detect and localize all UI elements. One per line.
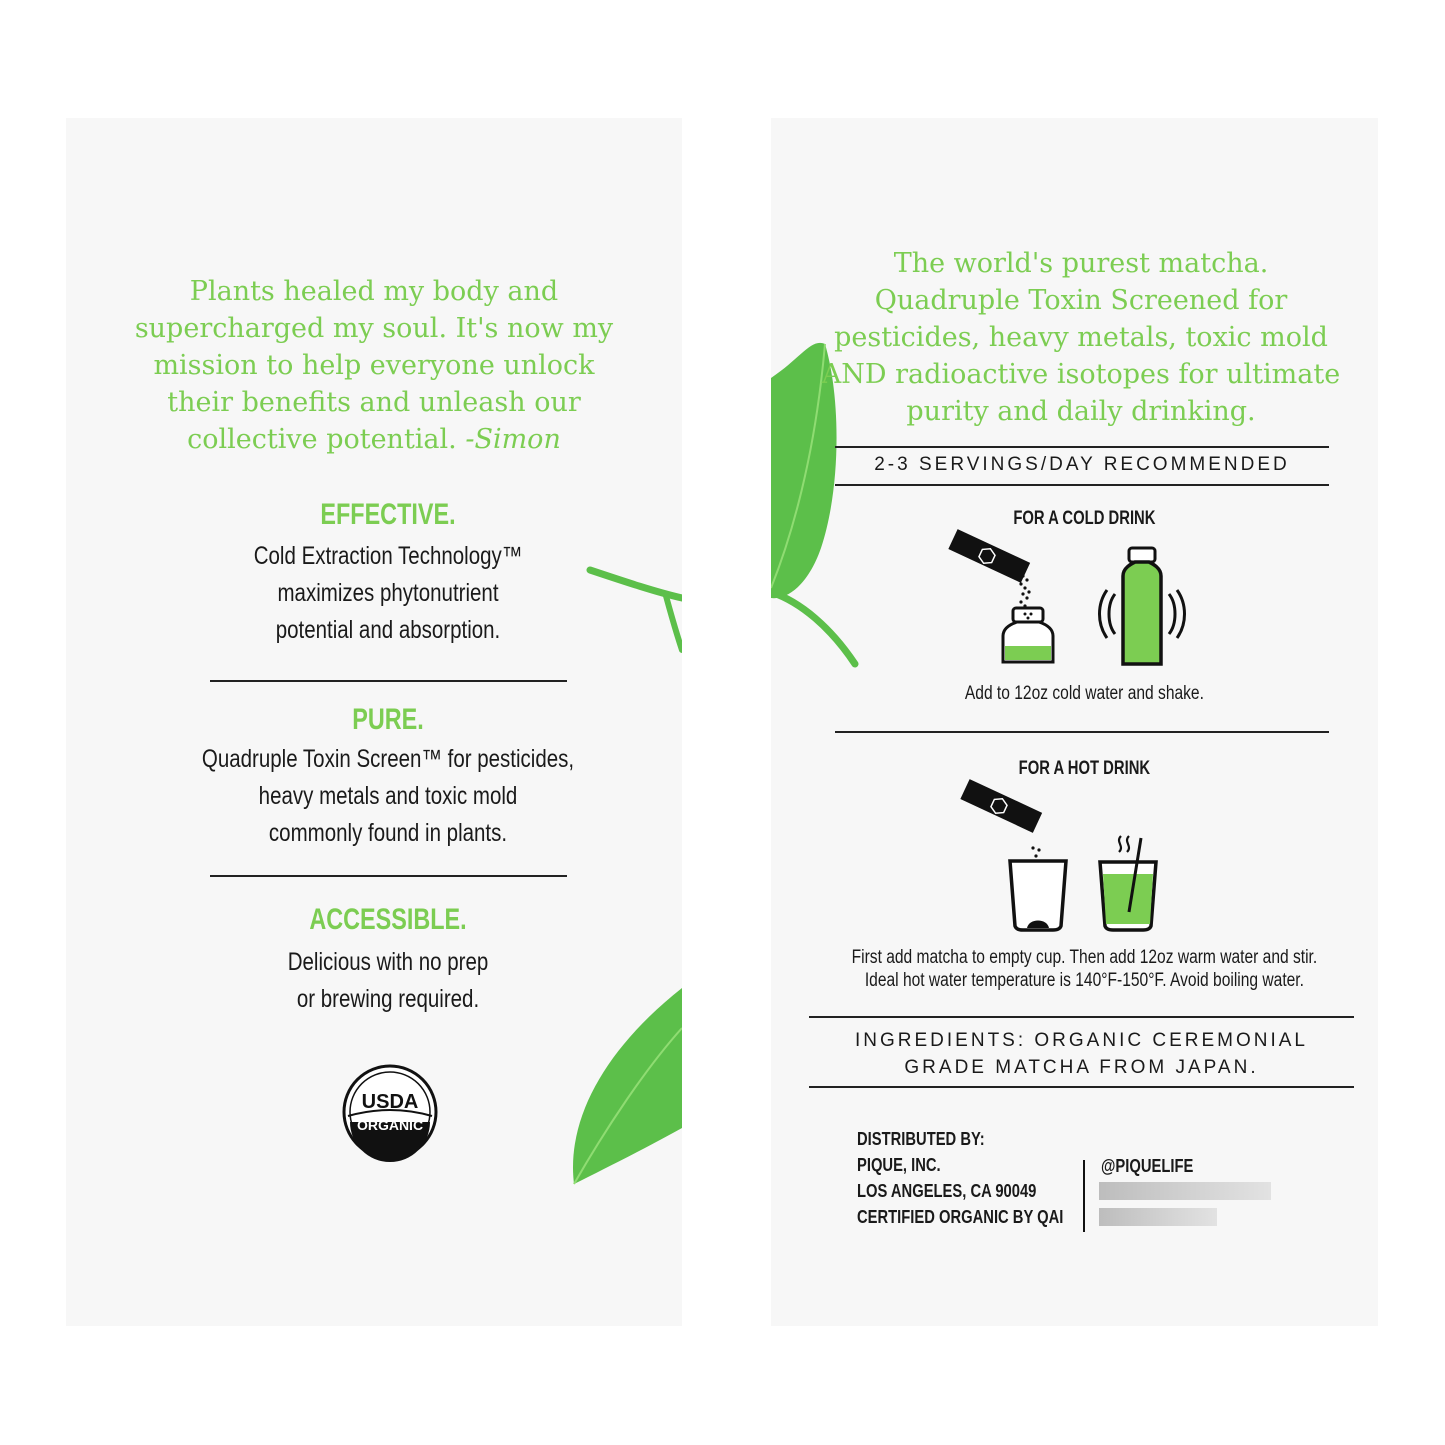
quote-line: collective potential. [187, 424, 466, 455]
quote-line: AND radioactive isotopes for ultimate [821, 359, 1341, 390]
quote-line: supercharged my soul. It's now my [134, 313, 614, 344]
empty-cup-icon [1007, 858, 1069, 932]
hot-drink-title: FOR A HOT DRINK [1018, 758, 1151, 779]
product-quote [771, 245, 1378, 430]
hot-matcha-cup-icon [1097, 830, 1159, 932]
social-handle: @PIQUELIFE [1101, 1156, 1194, 1176]
redacted-line [1099, 1208, 1217, 1226]
servings-recommendation: 2-3 SERVINGS/DAY RECOMMENDED [874, 454, 1290, 475]
cold-drink-instruction: Add to 12oz cold water and shake. [964, 683, 1204, 704]
hot-drink-instruction [836, 946, 1334, 992]
ingredients-line: INGREDIENTS: ORGANIC CEREMONIAL [855, 1030, 1308, 1051]
vertical-divider [1083, 1160, 1085, 1232]
leaf-stem-icon [586, 558, 682, 678]
distributor-line: LOS ANGELES, CA 90049 [857, 1181, 1037, 1201]
body-line: commonly found in plants. [268, 819, 508, 847]
cold-drink-title: FOR A COLD DRINK [1013, 508, 1156, 529]
section-title-pure: PURE. [352, 703, 424, 736]
body-line: or brewing required. [296, 985, 480, 1013]
instruction-line: First add matcha to empty cup. Then add 12oz warm water and stir. [851, 947, 1318, 968]
section-body-effective [124, 538, 652, 649]
founder-quote [66, 273, 682, 458]
right-panel [771, 118, 1378, 1326]
divider [210, 875, 567, 877]
body-line: potential and absorption. [275, 616, 501, 644]
divider [210, 680, 567, 682]
body-line: Delicious with no prep [287, 948, 489, 976]
section-body-pure [124, 741, 652, 852]
usda-organic-seal-icon [342, 1064, 438, 1160]
tea-leaf-icon [566, 978, 682, 1188]
ingredients [809, 1027, 1354, 1081]
shaker-bottle-icon [999, 606, 1059, 666]
body-line: maximizes phytonutrient [277, 579, 499, 607]
quote-line: Quadruple Toxin Screened for [874, 285, 1288, 316]
quote-line: Plants healed my body and [189, 276, 559, 307]
quote-line: purity and daily drinking. [906, 396, 1256, 427]
quote-line: their benefits and unleash our [167, 387, 581, 418]
divider [835, 446, 1329, 448]
body-line: Quadruple Toxin Screen™ for pesticides, [201, 745, 575, 773]
quote-line: mission to help everyone unlock [153, 350, 595, 381]
section-title-accessible: ACCESSIBLE. [309, 903, 467, 936]
divider [809, 1016, 1354, 1018]
divider [809, 1086, 1354, 1088]
divider [835, 484, 1329, 486]
distributor-line: PIQUE, INC. [857, 1155, 941, 1175]
divider [835, 731, 1329, 733]
distributor-line: DISTRIBUTED BY: [857, 1129, 985, 1149]
body-line: Cold Extraction Technology™ [253, 542, 523, 570]
body-line: heavy metals and toxic mold [258, 782, 518, 810]
distributor-line: CERTIFIED ORGANIC BY QAI [857, 1207, 1064, 1227]
section-title-effective: EFFECTIVE. [320, 498, 456, 531]
left-panel [66, 118, 682, 1326]
quote-signature: -Simon [465, 424, 561, 455]
quote-line: pesticides, heavy metals, toxic mold [834, 322, 1328, 353]
redacted-line [1099, 1182, 1271, 1200]
ingredients-line: GRADE MATCHA FROM JAPAN. [904, 1057, 1259, 1078]
seal-top-text: USDA [361, 1091, 419, 1113]
shaking-bottle-icon [1093, 546, 1193, 668]
instruction-line: Ideal hot water temperature is 140°F-150°F. Avoid boiling water. [864, 970, 1304, 991]
distributor-info [857, 1126, 1063, 1230]
quote-line: The world's purest matcha. [893, 248, 1269, 279]
seal-bottom-text: ORGANIC [356, 1117, 424, 1133]
